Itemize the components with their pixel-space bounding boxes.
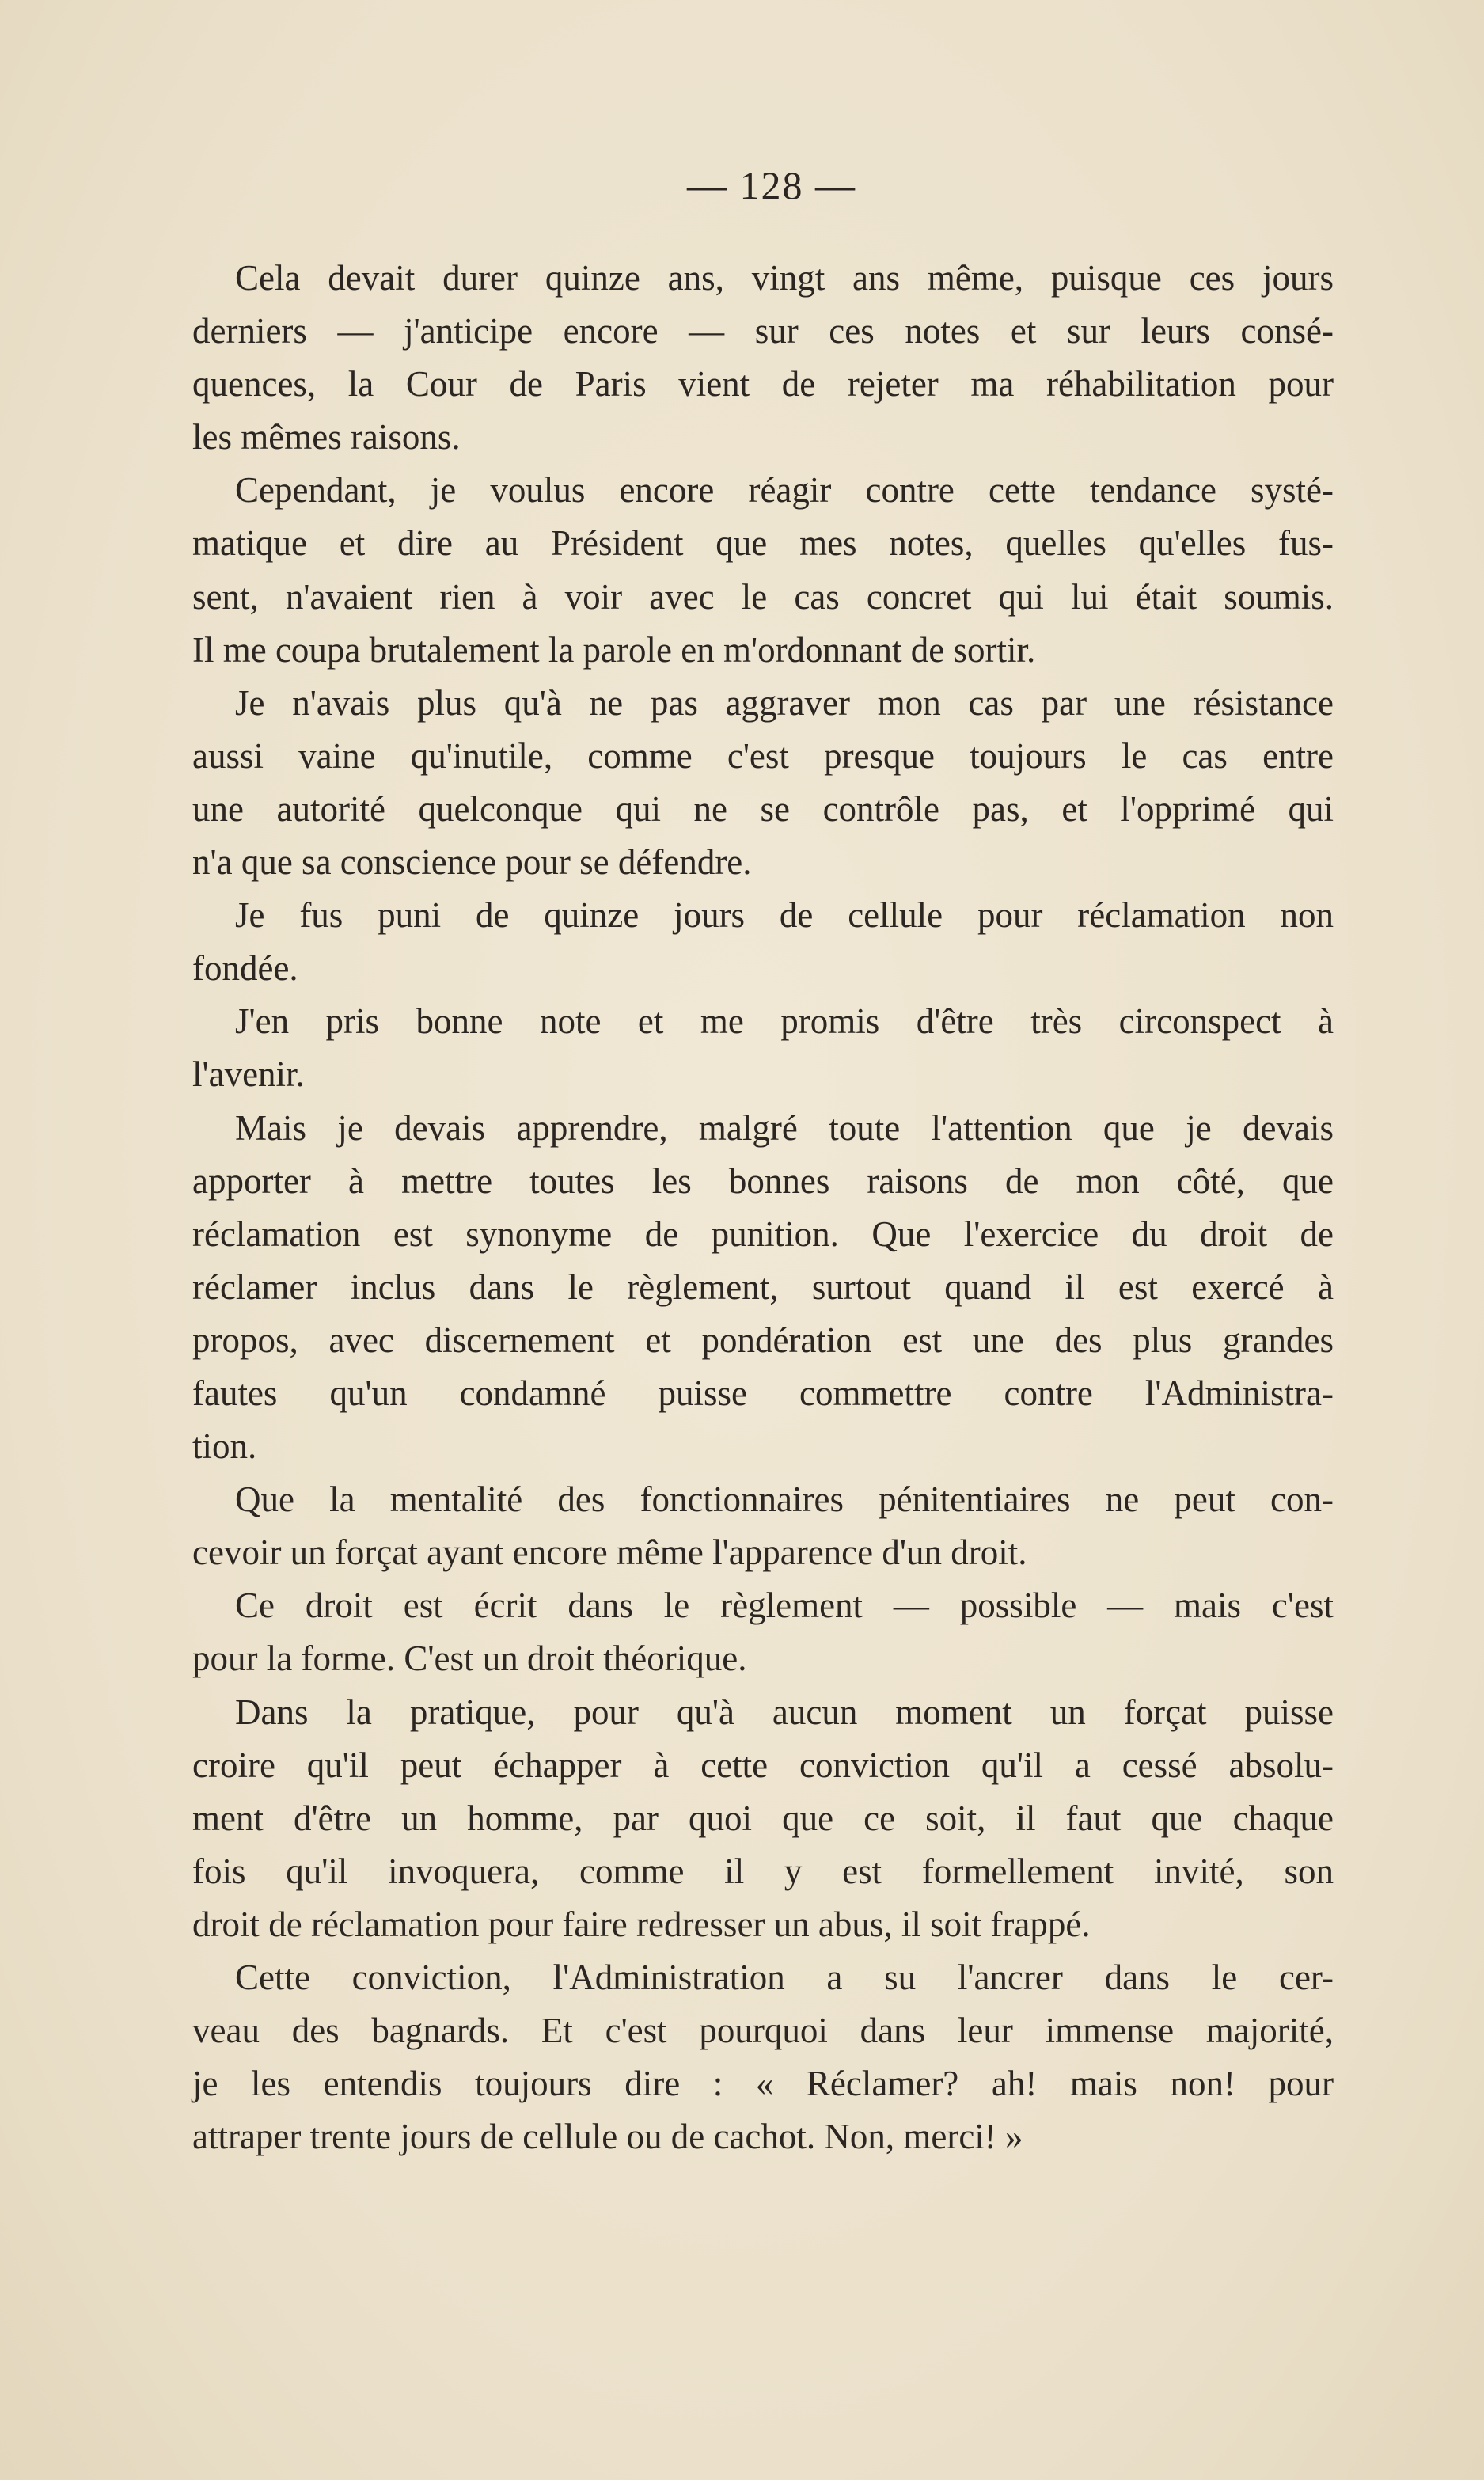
text-line: fautes qu'un condamné puisse commettre contre l'Administra- — [192, 1373, 1334, 1413]
text-line: tion. — [192, 1426, 257, 1467]
text-line: Cette conviction, l'Administration a su l'ancrer dans le cer- — [235, 1958, 1334, 1997]
text-line: veau des bagnards. Et c'est pourquoi dans leur immense majorité, — [192, 2011, 1334, 2051]
paragraph — [192, 464, 1334, 676]
text-line: fondée. — [192, 948, 298, 989]
text-line: aussi vaine qu'inutile, comme c'est presque toujours le cas entre — [192, 735, 1334, 776]
text-line: Cependant, je voulus encore réagir contre cette tendance systé- — [235, 470, 1334, 511]
text-line: sent, n'avaient rien à voir avec le cas concret qui lui était soumis. — [192, 576, 1334, 617]
text-line: réclamation est synonyme de punition. Que l'exercice du droit de — [192, 1213, 1334, 1254]
page-number: — 128 — — [687, 163, 856, 207]
paragraph — [192, 1686, 1334, 1951]
paragraph — [192, 995, 1334, 1101]
text-line: Ce droit est écrit dans le règlement — possible — mais c'est — [235, 1586, 1334, 1626]
text-line: quences, la Cour de Paris vient de rejeter ma réhabilitation pour — [192, 364, 1334, 404]
text-line: je les entendis toujours dire : « Réclamer? ah! mais non! pour — [192, 2064, 1334, 2104]
text-line: fois qu'il invoquera, comme il y est formellement invité, son — [192, 1851, 1334, 1891]
text-line: n'a que sa conscience pour se défendre. — [192, 842, 752, 883]
text-line: ment d'être un homme, par quoi que ce soit, il faut que chaque — [192, 1798, 1334, 1838]
text-line: Je fus puni de quinze jours de cellule pour réclamation non — [235, 895, 1334, 936]
paragraph — [192, 889, 1334, 995]
text-line: matique et dire au Président que mes notes, quelles qu'elles fus- — [192, 523, 1334, 564]
text-line: Que la mentalité des fonctionnaires pénitentiaires ne peut con- — [235, 1479, 1334, 1520]
text-line: une autorité quelconque qui ne se contrôle pas, et l'opprimé qui — [192, 788, 1334, 829]
text-line: J'en pris bonne note et me promis d'être très circonspect à — [235, 1001, 1334, 1042]
paragraph — [192, 252, 1334, 464]
paragraph — [192, 1102, 1334, 1474]
text-line: croire qu'il peut échapper à cette conviction qu'il a cessé absolu- — [192, 1745, 1334, 1785]
text-line: Mais je devais apprendre, malgré toute l'attention que je devais — [235, 1107, 1334, 1148]
text-line: les mêmes raisons. — [192, 417, 461, 458]
paragraph — [192, 1473, 1334, 1579]
paragraph — [192, 1579, 1334, 1685]
paragraph — [192, 677, 1334, 889]
text-line: attraper trente jours de cellule ou de cachot. Non, merci! » — [192, 2117, 1023, 2157]
paragraph — [192, 1951, 1334, 2163]
text-line: derniers — j'anticipe encore — sur ces notes et sur leurs consé- — [192, 311, 1334, 351]
text-line: Dans la pratique, pour qu'à aucun moment un forçat puisse — [235, 1692, 1334, 1732]
text-line: pour la forme. C'est un droit théorique. — [192, 1639, 747, 1679]
body-text — [192, 252, 1334, 2163]
text-line: propos, avec discernement et pondération est une des plus grandes — [192, 1320, 1334, 1360]
text-line: Je n'avais plus qu'à ne pas aggraver mon cas par une résistance — [235, 682, 1334, 723]
text-line: réclamer inclus dans le règlement, surtout quand il est exercé à — [192, 1267, 1334, 1307]
text-line: Cela devait durer quinze ans, vingt ans même, puisque ces jours — [235, 258, 1334, 298]
text-line: cevoir un forçat ayant encore même l'apparence d'un droit. — [192, 1532, 1027, 1573]
text-line: l'avenir. — [192, 1054, 305, 1095]
text-line: Il me coupa brutalement la parole en m'ordonnant de sortir. — [192, 629, 1036, 670]
text-line: apporter à mettre toutes les bonnes raisons de mon côté, que — [192, 1160, 1334, 1201]
text-line: droit de réclamation pour faire redresser un abus, il soit frappé. — [192, 1904, 1091, 1944]
